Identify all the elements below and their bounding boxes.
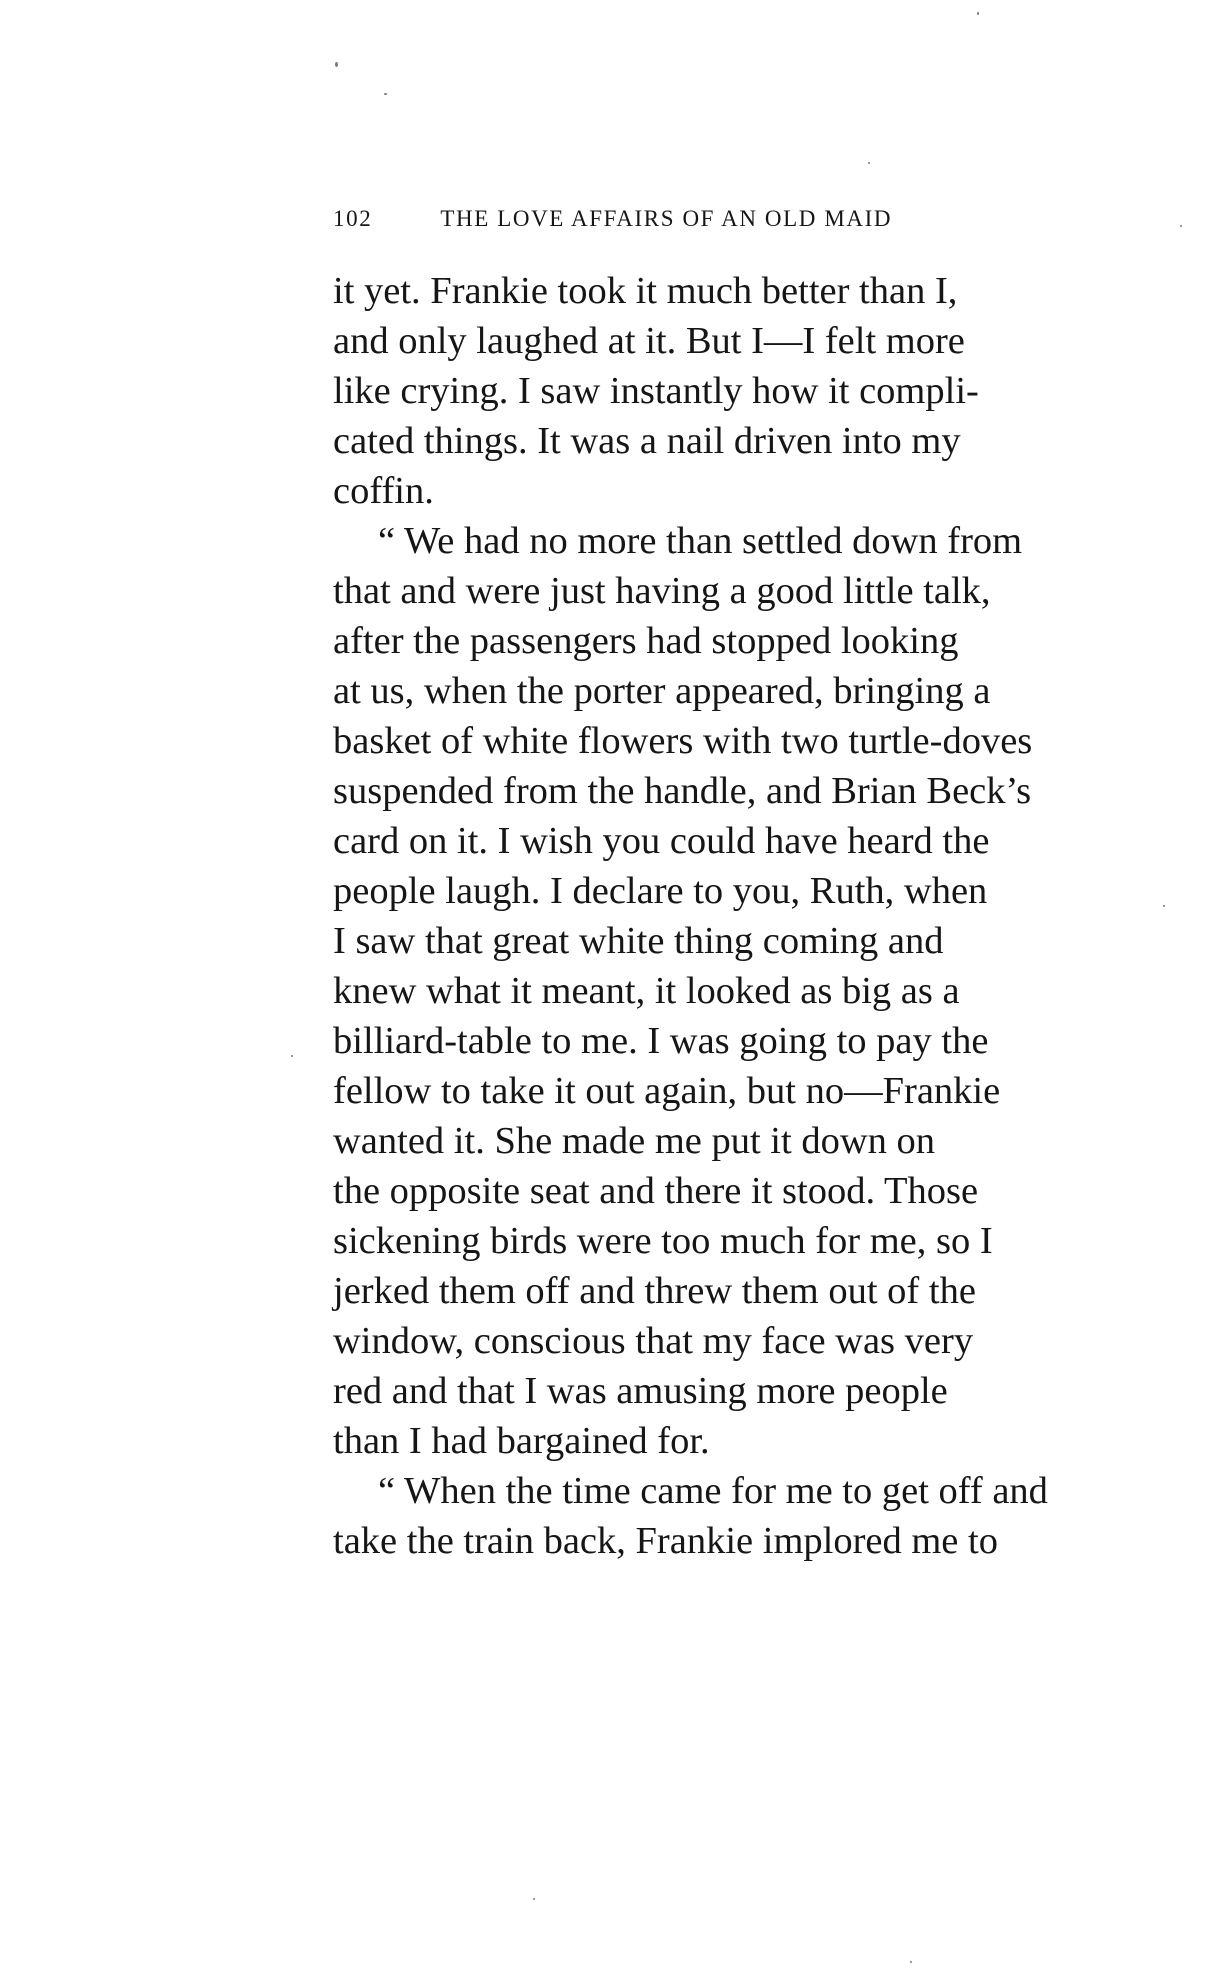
text-line: and only laughed at it. But I—I felt more — [333, 320, 965, 362]
text-line: at us, when the porter appeared, bringing a — [333, 670, 991, 712]
text-line: suspended from the handle, and Brian Beck’s — [333, 770, 1032, 812]
text-line: card on it. I wish you could have heard the — [333, 820, 990, 862]
text-line: I saw that great white thing coming and — [333, 920, 944, 962]
scan-speck — [533, 1898, 535, 1900]
text-line: jerked them off and threw them out of the — [333, 1270, 976, 1312]
text-line: knew what it meant, it looked as big as a — [333, 970, 960, 1012]
text-line: than I had bargained for. — [333, 1420, 710, 1462]
scan-speck — [291, 1055, 293, 1057]
text-line: window, conscious that my face was very — [333, 1320, 974, 1362]
scan-speck — [977, 12, 979, 15]
scan-speck — [1180, 225, 1182, 227]
text-line: after the passengers had stopped looking — [333, 620, 959, 662]
text-line: coffin. — [333, 470, 434, 512]
text-line: take the train back, Frankie implored me to — [333, 1520, 998, 1562]
text-line: fellow to take it out again, but no—Frankie — [333, 1070, 1001, 1112]
scan-speck — [868, 162, 870, 164]
paragraph-first-line: “ When the time came for me to get off and — [378, 1470, 1048, 1512]
text-line: basket of white flowers with two turtle-doves — [333, 720, 1033, 762]
text-line: billiard-table to me. I was going to pay the — [333, 1020, 989, 1062]
text-line: wanted it. She made me put it down on — [333, 1120, 935, 1162]
scan-speck — [335, 62, 338, 67]
text-line: sickening birds were too much for me, so I — [333, 1220, 993, 1262]
body-text — [333, 266, 1085, 1566]
scan-speck — [384, 93, 387, 95]
running-head — [333, 201, 997, 237]
page-number: 102 — [333, 206, 373, 231]
paragraph-first-line: “ We had no more than settled down from — [378, 520, 1023, 562]
text-line: the opposite seat and there it stood. Those — [333, 1170, 979, 1212]
text-line: it yet. Frankie took it much better than I, — [333, 270, 958, 312]
text-line: like crying. I saw instantly how it compli- — [333, 370, 979, 412]
text-line: that and were just having a good little talk, — [333, 570, 991, 612]
running-title: THE LOVE AFFAIRS OF AN OLD MAID — [440, 206, 893, 231]
text-line: red and that I was amusing more people — [333, 1370, 948, 1412]
text-line: people laugh. I declare to you, Ruth, when — [333, 870, 988, 912]
scan-speck — [910, 1961, 912, 1963]
text-line: cated things. It was a nail driven into my — [333, 420, 961, 462]
scan-speck — [1163, 905, 1165, 907]
